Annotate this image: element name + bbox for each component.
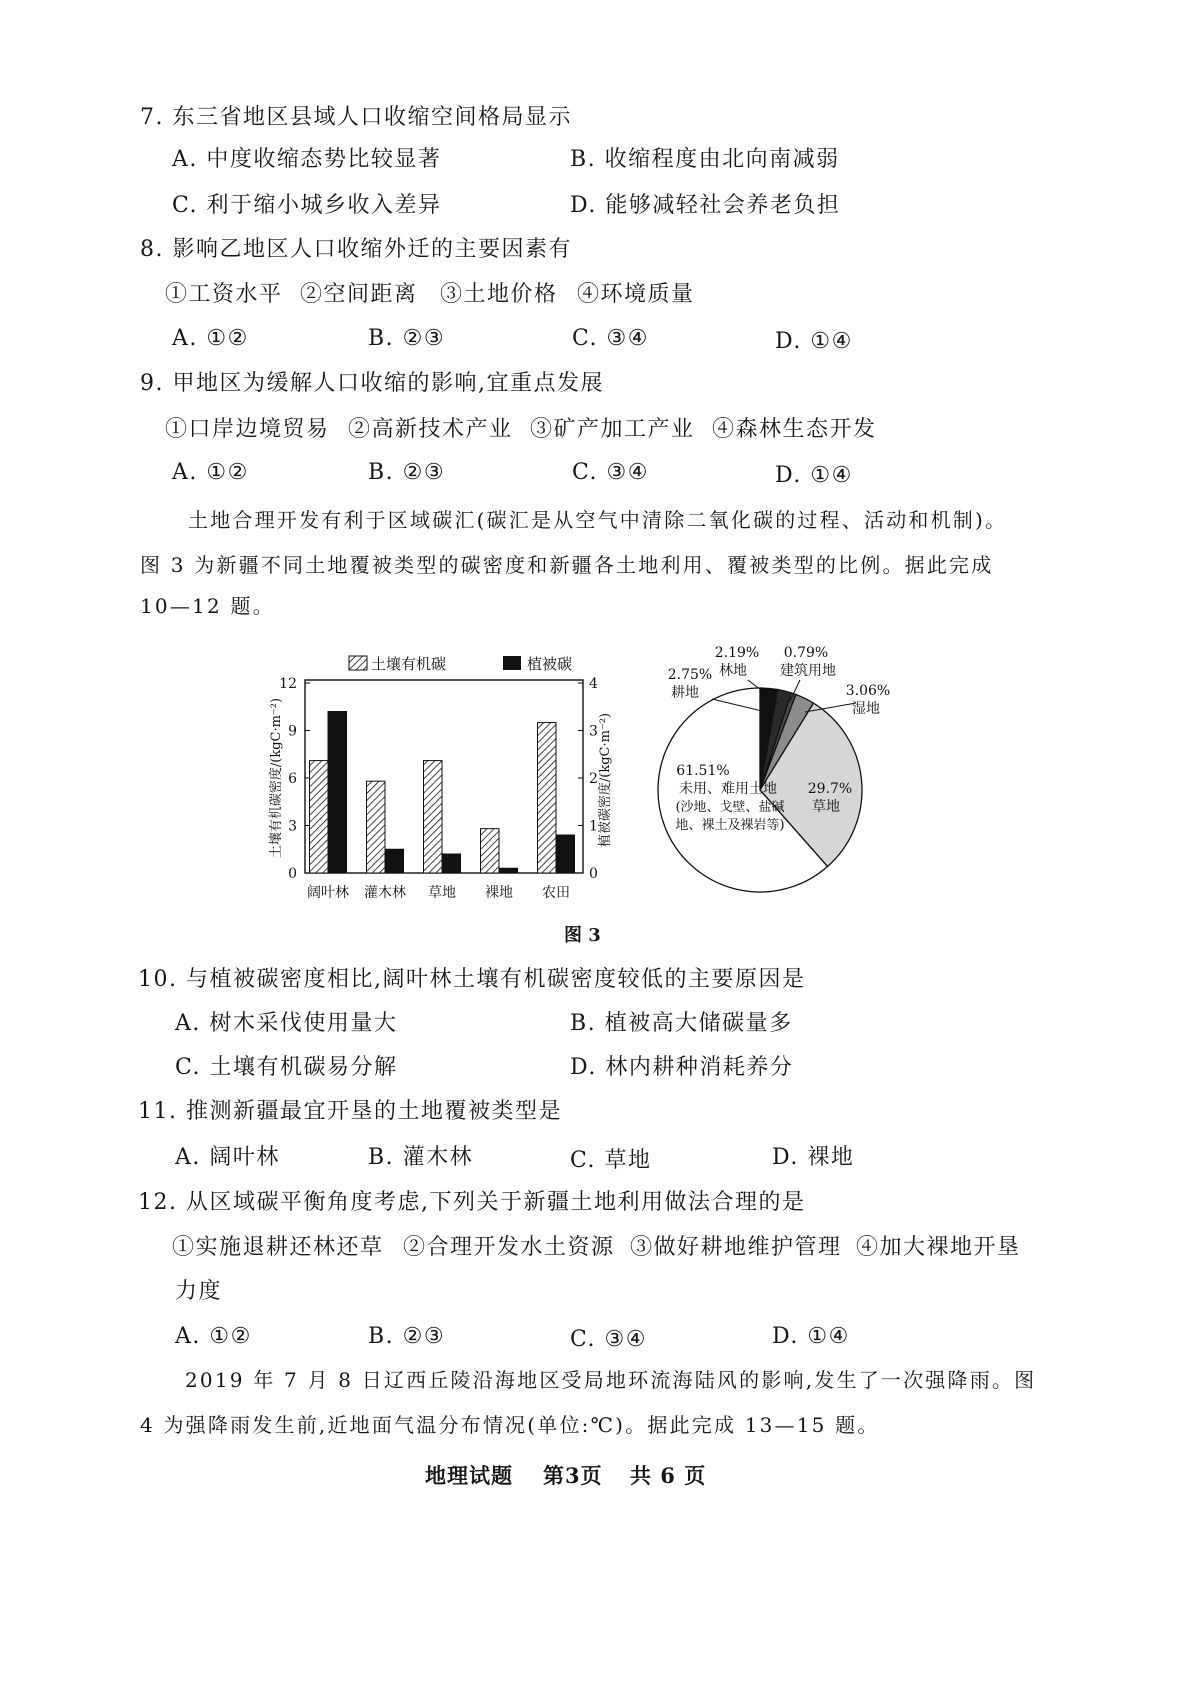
question-11-option-c: C. 草地 bbox=[570, 1148, 652, 1173]
legend-label-soil-organic-carbon: 土壤有机碳 bbox=[371, 655, 447, 673]
question-11-option-d: D. 裸地 bbox=[772, 1145, 855, 1170]
legend-label-vegetation-carbon: 植被碳 bbox=[527, 655, 573, 673]
question-9-option-a: A. ①② bbox=[172, 460, 249, 485]
right-tick-label: 2 bbox=[589, 771, 598, 787]
pie-note-unused-land-2: 地、裸土及裸岩等) bbox=[675, 818, 785, 833]
right-tick-label: 1 bbox=[589, 818, 598, 835]
pie-chart bbox=[658, 645, 890, 892]
bar-vegetation-carbon bbox=[499, 868, 518, 873]
category-label: 裸地 bbox=[485, 885, 513, 901]
question-9-option-c: C. ③④ bbox=[572, 460, 649, 485]
question-8-item-1: ①工资水平 bbox=[165, 282, 283, 307]
question-9-option-b: B. ②③ bbox=[368, 460, 446, 485]
question-8-item-3: ③土地价格 bbox=[440, 282, 558, 307]
bar-soil-organic-carbon bbox=[310, 761, 329, 873]
question-7-stem: 7. 东三省地区县域人口收缩空间格局显示 bbox=[140, 105, 572, 130]
question-9-item-4: ④森林生态开发 bbox=[712, 417, 877, 442]
passage-13-15-line-1: 2019 年 7 月 8 日辽西丘陵沿海地区受局地环流海陆风的影响,发生了一次强降雨。图 bbox=[185, 1368, 1037, 1392]
question-12-item-3: ③做好耕地维护管理 bbox=[630, 1235, 842, 1260]
right-tick-label: 0 bbox=[589, 866, 598, 882]
question-8-option-d: D. ①④ bbox=[775, 329, 853, 354]
pie-note-unused-land-1: (沙地、戈壁、盐碱 bbox=[675, 800, 785, 815]
left-tick-label: 6 bbox=[288, 771, 297, 787]
bar-soil-organic-carbon bbox=[538, 723, 557, 873]
bar-vegetation-carbon bbox=[328, 712, 347, 874]
passage-10-12-line-3: 10—12 题。 bbox=[140, 594, 275, 618]
bar-soil-organic-carbon bbox=[481, 829, 500, 873]
bar-vegetation-carbon bbox=[442, 854, 461, 873]
footer-total-pages: 共 6 页 bbox=[630, 1463, 707, 1488]
question-12-item-1: ①实施退耕还林还草 bbox=[172, 1235, 384, 1260]
pie-value-grassland: 29.7% bbox=[807, 781, 853, 797]
footer-subject: 地理试题 bbox=[425, 1463, 513, 1488]
pie-value-cropland: 2.75% bbox=[667, 667, 713, 683]
footer-page-number: 第3页 bbox=[543, 1463, 603, 1488]
question-12-option-a: A. ①② bbox=[175, 1324, 252, 1349]
question-12-stem: 12. 从区域碳平衡角度考虑,下列关于新疆土地利用做法合理的是 bbox=[138, 1190, 806, 1215]
pie-label-cropland: 耕地 bbox=[671, 685, 699, 701]
passage-10-12-line-2: 图 3 为新疆不同土地覆被类型的碳密度和新疆各土地利用、覆被类型的比例。据此完成 bbox=[140, 553, 994, 577]
question-12-item-4: ④加大裸地开垦 bbox=[856, 1235, 1021, 1260]
question-10-option-a: A. 树木采伐使用量大 bbox=[175, 1011, 398, 1036]
figure-3 bbox=[255, 635, 905, 915]
pie-label-grassland: 草地 bbox=[812, 799, 840, 815]
left-tick-label: 0 bbox=[288, 866, 297, 882]
question-9-item-3: ③矿产加工产业 bbox=[530, 417, 695, 442]
pie-value-construction: 0.79% bbox=[783, 645, 829, 661]
category-label: 农田 bbox=[542, 885, 570, 901]
passage-13-15-line-2: 4 为强降雨发生前,近地面气温分布情况(单位:℃)。据此完成 13—15 题。 bbox=[140, 1413, 880, 1437]
question-12-item-4-continuation: 力度 bbox=[175, 1279, 223, 1304]
question-7-option-d: D. 能够减轻社会养老负担 bbox=[570, 193, 841, 218]
question-9-item-2: ②高新技术产业 bbox=[348, 417, 513, 442]
pie-label-forest: 林地 bbox=[719, 663, 747, 679]
legend-swatch-soil-organic-carbon bbox=[349, 656, 367, 670]
bar-chart bbox=[268, 655, 613, 901]
right-tick-label: 4 bbox=[589, 676, 598, 692]
right-axis-title: 植被碳密度/(kgC·m⁻²) bbox=[598, 712, 613, 848]
question-10-option-d: D. 林内耕种消耗养分 bbox=[570, 1055, 794, 1080]
passage-10-12-line-1: 土地合理开发有利于区域碳汇(碳汇是从空气中清除二氧化碳的过程、活动和机制)。 bbox=[188, 508, 1008, 532]
pie-label-construction: 建筑用地 bbox=[780, 663, 836, 679]
question-12-option-d: D. ①④ bbox=[772, 1324, 850, 1349]
question-9-option-d: D. ①④ bbox=[775, 463, 853, 488]
question-9-stem: 9. 甲地区为缓解人口收缩的影响,宜重点发展 bbox=[140, 371, 604, 396]
question-8-stem: 8. 影响乙地区人口收缩外迁的主要因素有 bbox=[140, 237, 572, 262]
question-11-stem: 11. 推测新疆最宜开垦的土地覆被类型是 bbox=[138, 1099, 562, 1124]
category-label: 草地 bbox=[428, 885, 456, 901]
question-8-item-4: ④环境质量 bbox=[577, 282, 695, 307]
question-12-option-b: B. ②③ bbox=[368, 1324, 446, 1349]
question-8-option-a: A. ①② bbox=[172, 326, 249, 351]
question-7-option-a: A. 中度收缩态势比较显著 bbox=[172, 147, 442, 172]
left-tick-label: 3 bbox=[288, 818, 297, 835]
question-10-option-c: C. 土壤有机碳易分解 bbox=[175, 1055, 398, 1080]
category-label: 阔叶林 bbox=[307, 885, 349, 901]
pie-value-wetland: 3.06% bbox=[845, 683, 891, 699]
bar-legend bbox=[349, 655, 572, 673]
bar-vegetation-carbon bbox=[556, 835, 575, 873]
left-axis-title: 土壤有机碳密度/(kgC·m⁻²) bbox=[269, 697, 284, 859]
question-7-option-c: C. 利于缩小城乡收入差异 bbox=[172, 193, 442, 218]
left-tick-label: 9 bbox=[288, 723, 297, 740]
question-7-option-b: B. 收缩程度由北向南减弱 bbox=[570, 147, 840, 172]
left-tick-label: 12 bbox=[279, 676, 297, 692]
bar-vegetation-carbon bbox=[385, 849, 404, 873]
question-11-option-b: B. 灌木林 bbox=[368, 1145, 474, 1170]
question-12-option-c: C. ③④ bbox=[570, 1327, 647, 1352]
pie-label-unused-land: 未用、难用土地 bbox=[679, 781, 777, 797]
question-8-item-2: ②空间距离 bbox=[300, 282, 418, 307]
question-9-item-1: ①口岸边境贸易 bbox=[165, 417, 330, 442]
question-11-option-a: A. 阔叶林 bbox=[175, 1145, 280, 1170]
figure-caption: 图 3 bbox=[564, 925, 601, 946]
bar-soil-organic-carbon bbox=[424, 761, 443, 873]
question-12-item-2: ②合理开发水土资源 bbox=[403, 1235, 615, 1260]
bar-soil-organic-carbon bbox=[367, 781, 386, 873]
pie-value-forest: 2.19% bbox=[714, 645, 760, 661]
question-10-option-b: B. 植被高大储碳量多 bbox=[570, 1011, 793, 1036]
pie-value-unused-land: 61.51% bbox=[676, 763, 730, 779]
question-8-option-c: C. ③④ bbox=[572, 326, 649, 351]
right-tick-label: 3 bbox=[589, 723, 598, 740]
question-10-stem: 10. 与植被碳密度相比,阔叶林土壤有机碳密度较低的主要原因是 bbox=[138, 967, 806, 992]
pie-label-wetland: 湿地 bbox=[852, 701, 880, 717]
category-label: 灌木林 bbox=[364, 885, 406, 901]
question-8-option-b: B. ②③ bbox=[368, 326, 446, 351]
legend-swatch-vegetation-carbon bbox=[503, 656, 521, 670]
